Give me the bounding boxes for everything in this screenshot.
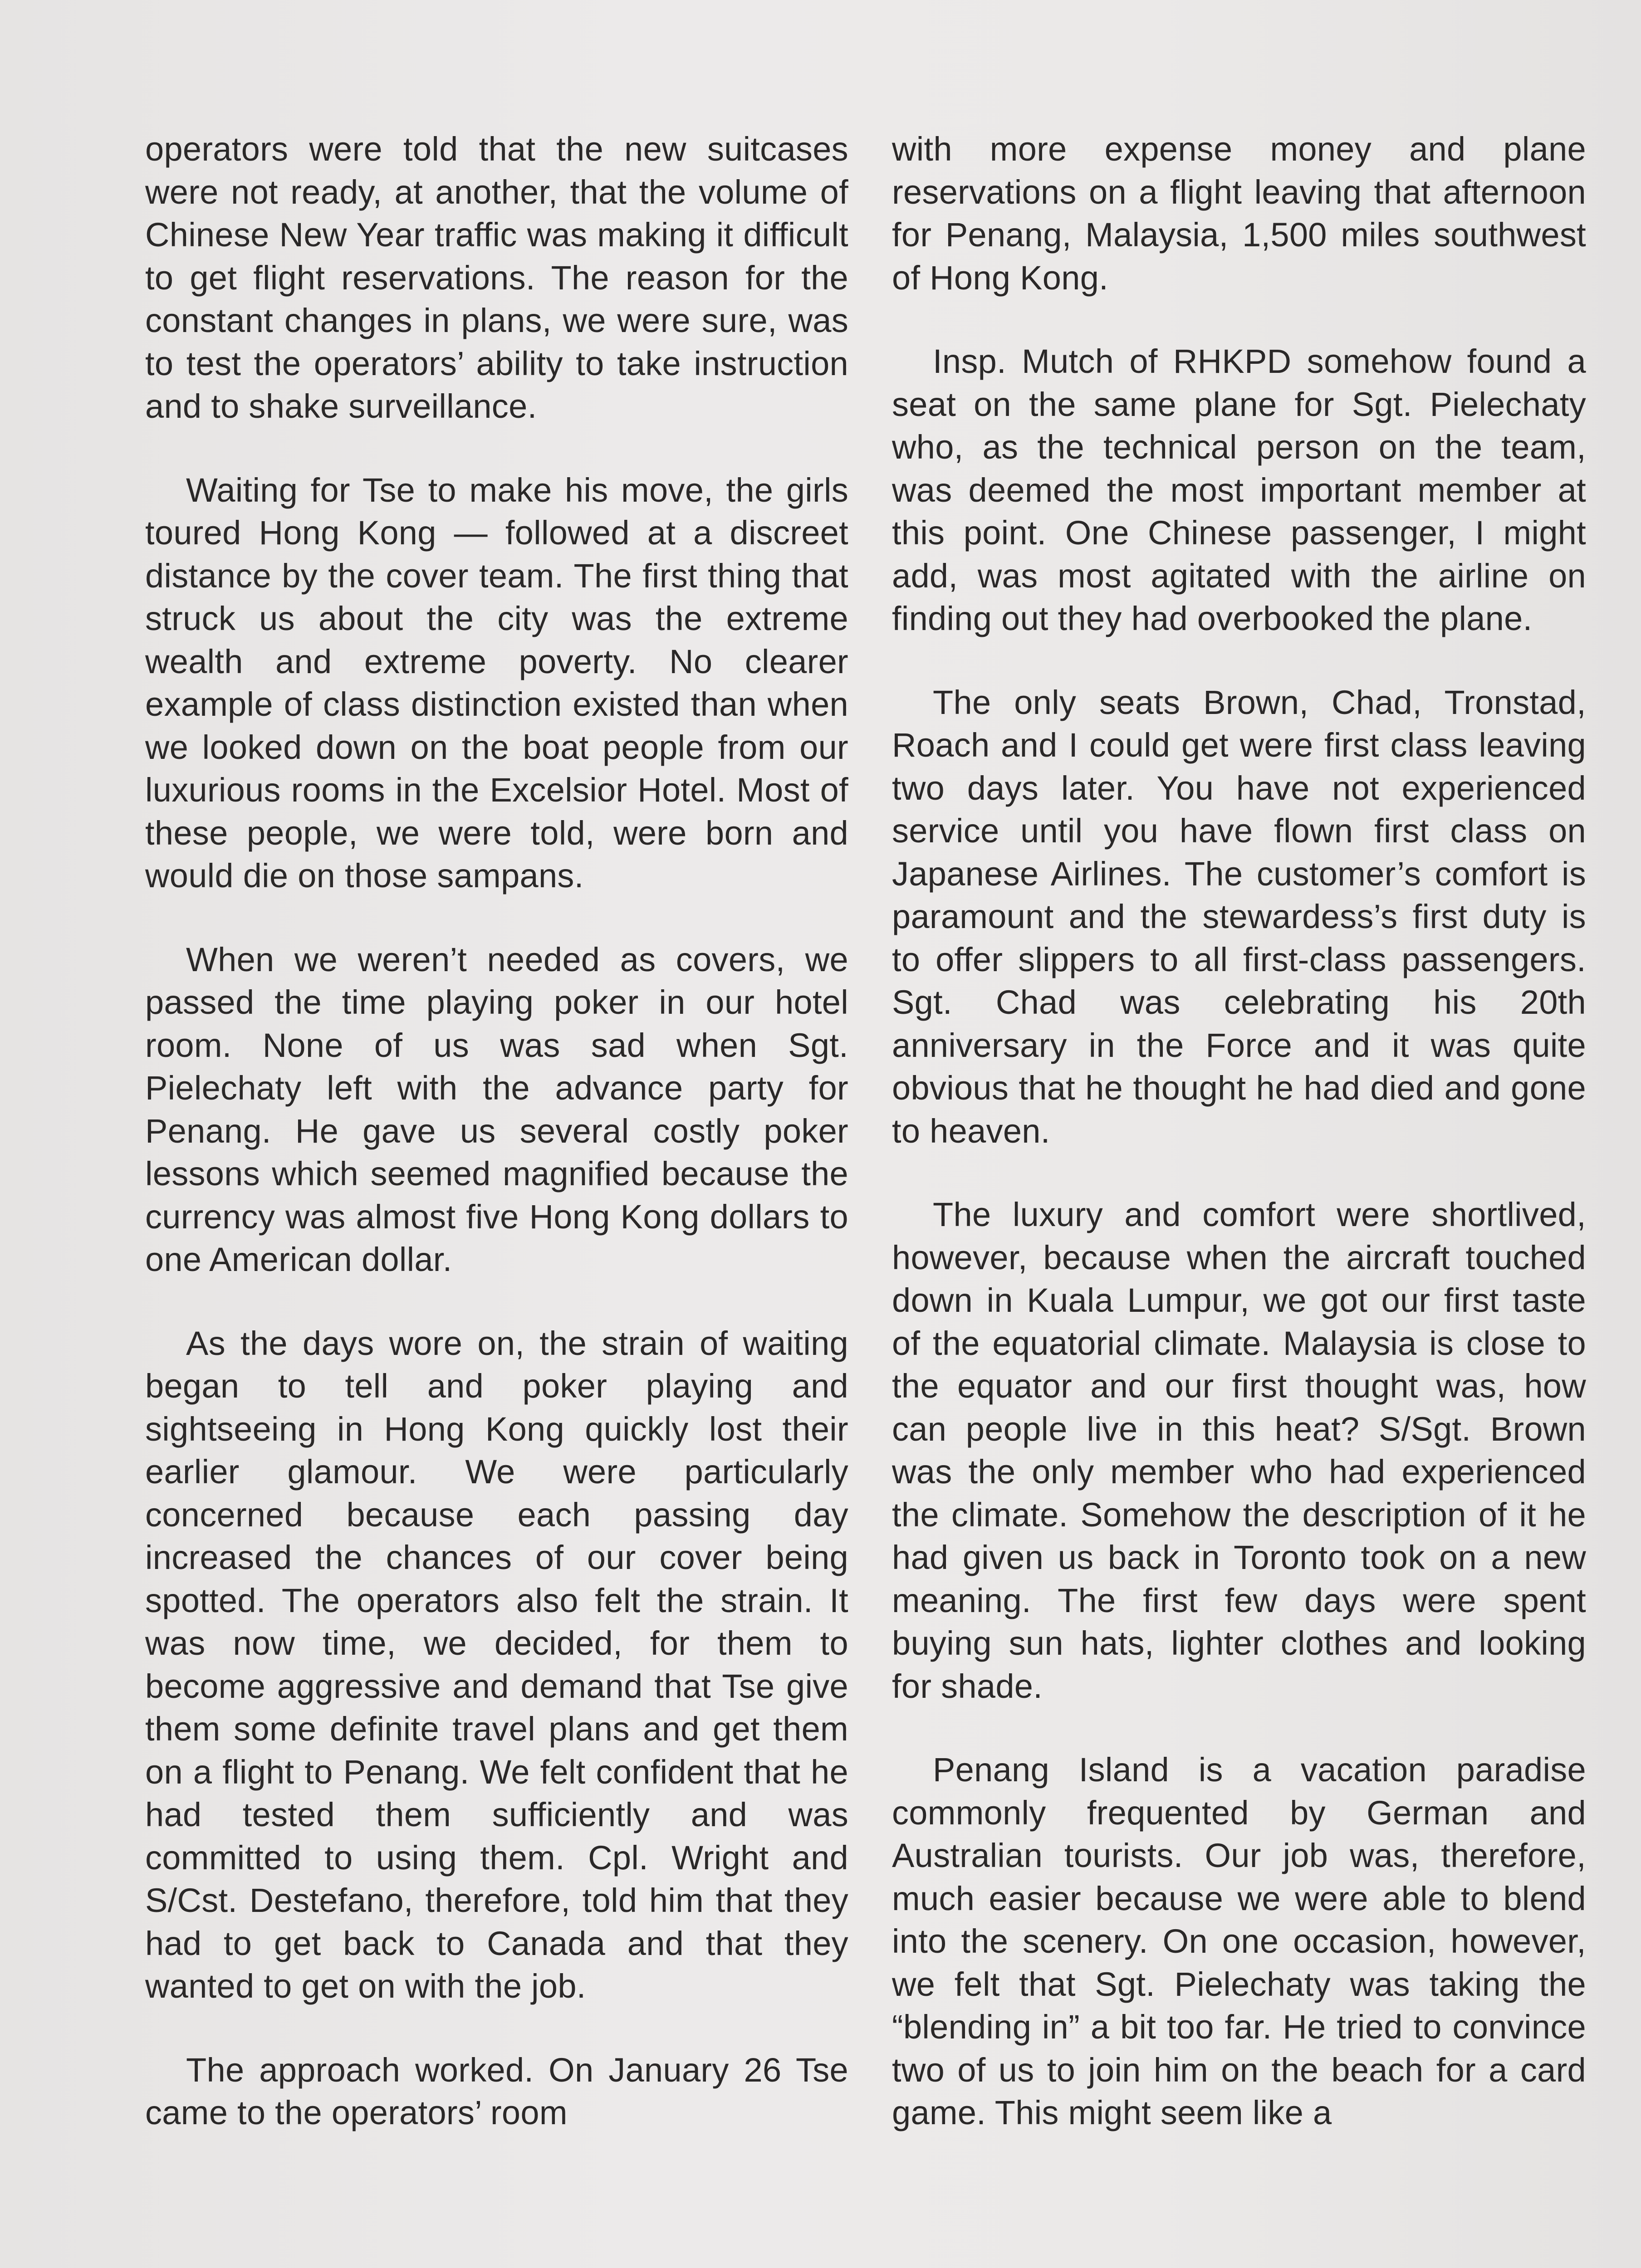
right-text-column — [892, 128, 1586, 2175]
paragraph: The luxury and comfort were shortlived, however, because when the aircraft touched down in Kuala Lumpur, we got our first taste of the equatorial climate. Malaysia is close to the equator and our first thought was, how can people live in this heat? S/Sgt. Brown was the only member who had experienced the climate. Somehow the description of it he had given us back in Toronto took on a new meaning. The first few days were spent buying sun hats, lighter clothes and looking for shade. — [892, 1196, 1586, 1705]
left-text-column — [145, 128, 848, 2175]
paragraph: with more expense money and plane reservations on a flight leaving that afternoon for Penang, Malaysia, 1,500 miles southwest of Hong Kong. — [892, 130, 1586, 297]
paragraph: Penang Island is a vacation paradise commonly frequented by German and Australian tourists. Our job was, therefore, much easier because we were able to blend into the scenery. On one occasion, however, we felt that Sgt. Pielechaty was taking the “blending in” a bit too far. He tried to convince two of us to join him on the beach for a card game. This might seem like a — [892, 1751, 1586, 2131]
paragraph: operators were told that the new suitcases were not ready, at another, that the volume of Chinese New Year traffic was making it difficult to get flight reservations. The reason for the constant changes in plans, we were sure, was to test the operators’ ability to take instruction and to shake surveillance. — [145, 130, 848, 425]
paragraph: Insp. Mutch of RHKPD somehow found a seat on the same plane for Sgt. Pielechaty who, as the technical person on the team, was deemed the most important member at this point. One Chinese passenger, I might add, was most agitated with the airline on finding out they had overbooked the plane. — [892, 342, 1586, 637]
paragraph: As the days wore on, the strain of waiting began to tell and poker playing and sightseeing in Hong Kong quickly lost their earlier glamour. We were particularly concerned because each passing day increased the chances of our cover being spotted. The operators also felt the strain. It was now time, we decided, for them to become aggressive and demand that Tse give them some definite travel plans and get them on a flight to Penang. We felt confident that he had tested them sufficiently and was committed to using them. Cpl. Wright and S/Cst. Destefano, therefore, told him that they had to get back to Canada and that they wanted to get on with the job. — [145, 1324, 848, 2005]
paragraph: When we weren’t needed as covers, we passed the time playing poker in our hotel room. None of us was sad when Sgt. Pielechaty left with the advance party for Penang. He gave us several costly poker lessons which seemed magnified because the currency was almost five Hong Kong dollars to one American dollar. — [145, 940, 848, 1278]
paragraph: The only seats Brown, Chad, Tronstad, Roach and I could get were first class leaving two days later. You have not experienced service until you have flown first class on Japanese Airlines. The customer’s comfort is paramount and the stewardess’s first duty is to offer slippers to all first-class passengers. Sgt. Chad was celebrating his 20th anniversary in the Force and it was quite obvious that he thought he had died and gone to heaven. — [892, 683, 1586, 1150]
paragraph: Waiting for Tse to make his move, the girls toured Hong Kong — followed at a discreet distance by the cover team. The first thing that struck us about the city was the extreme wealth and extreme poverty. No clearer example of class distinction existed than when we looked down on the boat people from our luxurious rooms in the Excelsior Hotel. Most of these people, we were told, were born and would die on those sampans. — [145, 471, 848, 894]
paragraph: The approach worked. On January 26 Tse came to the operators’ room — [145, 2051, 848, 2131]
